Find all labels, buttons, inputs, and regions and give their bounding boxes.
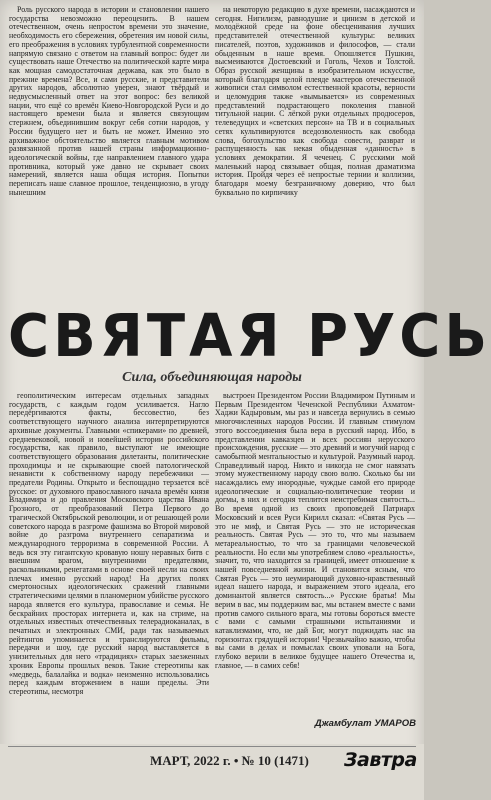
- newspaper-logo: Завтра: [344, 749, 417, 771]
- article-column-bottom-left: [9, 392, 209, 740]
- page-footer: [0, 744, 424, 800]
- article-paragraph: на некоторую редакцию в духе времени, насаждаются и сегодня. Нигилизм, равнодушие и цинизм в детской и молодёжной среде на фоне обесценивания лучших представителей отечественной культуры: великих писателей, поэтов, художников и философов, — стали обыденным в наше время. Опошляется Пушкин, высмеиваются Достоевский и Гоголь, Чехов и Толстой. Образ русской женщины в изобразительном искусстве, который благодаря целой плеяде мастеров отечественной живописи стал символом естественной красоты, верности и целомудрия также «вымывается» из современных представлений подрастающего поколения главной титульной нации. С лёгкой руки отдельных продюсеров, телеведущих и «светских персон» на ТВ и в социальных сетях культивируются вседозволенность как свобода слова, богохульство как свобода совести, разврат и распущенность как некая обыденная «данность» в условиях демократии. Я чеченец. С русскими мой маленький народ связывает общая, полная драматизма история. Пройдя через её непростые тернии и коллизии, благодаря моему безграничному доверию, что был буквально по кирпичику: [215, 5, 415, 197]
- article-paragraph: выстроен Президентом России Владимиром Путиным и Первым Президентом Чеченской Республики Ахматом-Хаджи Кадыровым, мы раз и навсегда вернулись в семью многочисленных народов России. И главным стимулом этого воссоединения была вера в русский народ. Ибо, в представлении кавказцев и всех россиян нерусского происхождения, русские — это древний и могучий народ с самобытной ментальностью и культурой. Разумный народ. Справедливый народ. Никто и никогда не смог навязать этому мужественному народу свою волю. Сколько бы ни насаждались ему инородные, чуждые самой его природе идеологические и социально-политические теории и догмы, в них и сегодня теплится неистребимая святость... Во время одной из своих проповедей Патриарх Московский и всея Руси Кирилл сказал: «Святая Русь — это не миф, и Святая Русь — это не историческая реальность. Святая Русь — это то, что мы называем метареальностью, то что за границами человеческой реальности. Но если мы употребляем слово «реальность», значит, то, что находится за границей, имеет отношение к нашей повседневной жизни. И становится ясным, что Святая Русь — это неумирающий духовно-нравственный идеал нашего народа, и выражением этого идеала, его доминантой является святость...» Русские братья! Мы верим в вас, мы поддержим вас, мы встанем вместе с вами против самого сильного врага, мы готовы бороться вместе с вами с самыми страшными испытаниями и катаклизмами, что, не дай Бог, могут поджидать нас на горизонтах грядущей истории! Чрезвычайно важно, чтобы вы сами в делах и помыслах своих уповали на Бога, глубоко верили в великое будущее нашего Отечества и, главное, — в самих себя!: [215, 391, 415, 670]
- article-author: Джамбулат УМАРОВ: [314, 718, 416, 729]
- article-column-bottom-right: [215, 392, 415, 714]
- article-headline: СВЯТАЯ РУСЬ: [8, 302, 491, 371]
- article-paragraph: Роль русского народа в истории и становлении нашего государства невозможно переоценить. В нашем отечественном, очень непростом времени это значение, необходимость его сбережения, обретения им новой силы, его преображения в условиях турбулентной современности напрямую связано с ответом на главный вопрос: будет ли существовать наше Отечество на политической карте мира как мощная самодостаточная держава, как это было в прежние времена? Все, и сами русские, и представители других народов, абсолютно уверен, знают твёрдый и недвусмысленный ответ на этот вопрос: без великой нации, что ещё со времён Киево-Новгородской Руси и до настоящего времени была и является связующим стержнем, объединившим вокруг себя сотни народов, у России будущего нет и быть не может. Именно это архиважное обстоятельство является главным мотивом развязанной против нашей страны информационно-идеологической войны, где направлением главного удара противника, который уже давно не скрывает своих намерений, является наша общая история. Попытки переписать наше славное прошлое, тенденциозно, в угоду нынешним: [9, 5, 209, 197]
- article-subheadline: Сила, объединяющая народы: [122, 370, 302, 385]
- article-column-top-left: [9, 6, 209, 306]
- article-column-top-right: [215, 6, 415, 306]
- article-paragraph: геополитическим интересам отдельных западных государств, с каждым годом усиливается. Нагло передёргиваются факты, бессовестно, без соответствующего научного анализа интерпретируются архивные документы. Главными «спикерами» по древней, средневековой, новой и новейшей истории российского государства, как правило, выступают не имеющие соответствующего образования дилетанты, политические проходимцы и не скрывающие своей патологической ненависти к собственному народу перебежчики — предатели Родины. Открыто и беспощадно терзается всё русское: от духовного православного начала времён князя Владимира и до правления Московского царства Ивана Грозного, от преобразований Петра Первого до трагической Октябрьской революции, и от решающей роли советского народа в разгроме фашизма во Второй мировой войне до разгрома внутреннего сепаратизма и международного терроризма в современной России. А ведь вся эту гигантскую кровавую ношу неравных битв с внешним врагом, внутренними предателями, раскольниками, ренегатами в основе своей несли на своих плечах именно русский народ! На других полях смертоносных идеологических сражений главными стратегическими целями в планомерном убийстве русского народа является его культура, православие и семья. Не бескрайних просторах интернета и, как на стриме, на отдельных известных отечественных телерадиоканалах, в печатных и электронных СМИ, ради так называемых рейтингов упоминается и транслируются фильмы, передачи и шоу, где русский народ выставляется в унизительных для него «традициях» старых заезженных хроник Европы прошлых веков. Такие стереотипы как «медведь, балалайка и водка» неизменно использовались перед каждым вторжением в наши пределы. Эти стереотипы, несмотря: [9, 391, 209, 696]
- issue-date: МАРТ, 2022 г. • № 10 (1471): [150, 753, 309, 768]
